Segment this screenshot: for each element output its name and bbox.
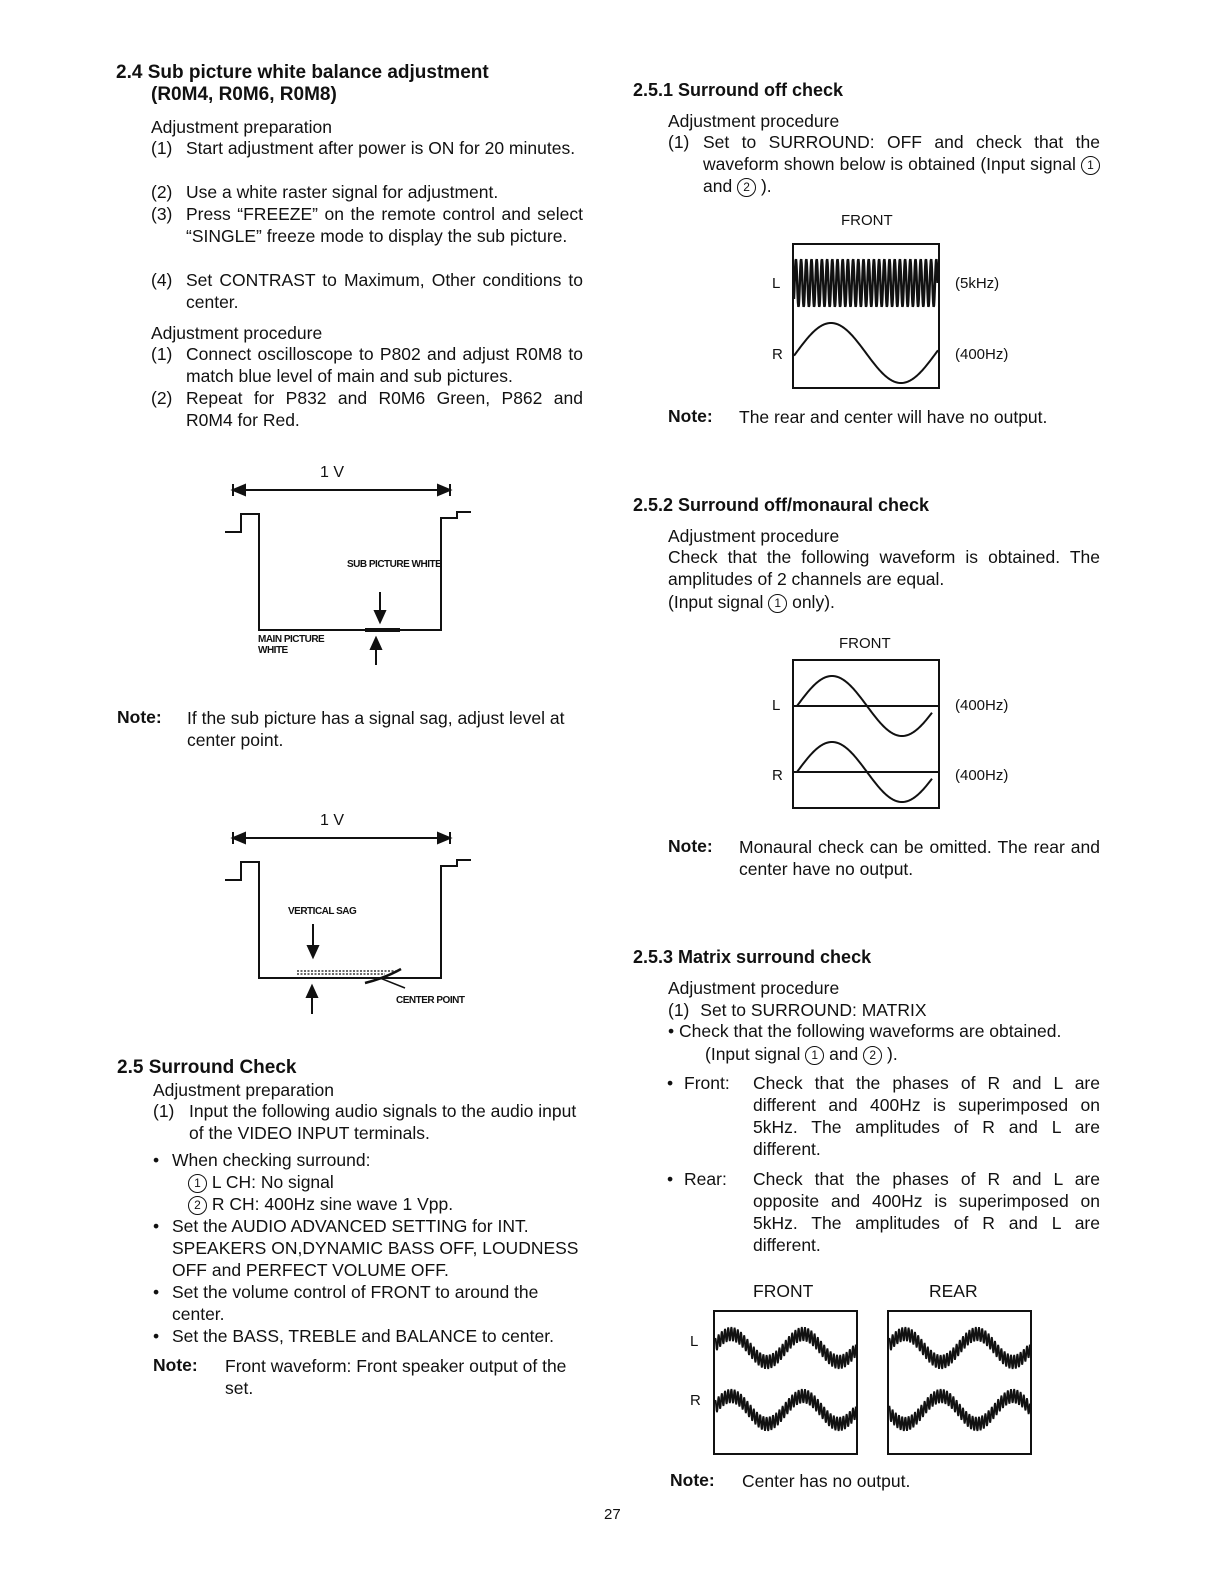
item-text: Press “FREEZE” on the remote control and select “SINGLE” freeze mode to display the sub picture. <box>186 204 583 246</box>
fig-253-front: FRONT <box>753 1281 814 1301</box>
note-text: If the sub picture has a signal sag, adjust level at center point. <box>187 708 565 750</box>
proc-heading: Adjustment procedure <box>668 526 840 546</box>
front-label <box>667 1072 730 1094</box>
circled-number: 1 <box>188 1174 207 1193</box>
list-item <box>151 269 583 313</box>
fig1-main-label: MAIN PICTURE WHITE <box>258 634 325 656</box>
fig1-sub-label: SUB PICTURE WHITE <box>347 559 442 570</box>
fig-251-l: L <box>772 275 781 292</box>
fig2-vsag-label: VERTICAL SAG <box>288 906 357 917</box>
bullet-icon: • <box>153 1216 160 1236</box>
item-number: (1) <box>151 344 173 364</box>
bullet-icon: • <box>668 1021 675 1041</box>
fig-253-rear-oscilloscope <box>887 1310 1032 1455</box>
and-text: and <box>829 1044 859 1064</box>
list-item <box>151 137 583 181</box>
input-before: (Input signal <box>705 1044 801 1064</box>
item-text-after: ). <box>760 176 772 196</box>
item-number: (3) <box>151 204 173 224</box>
fig-252-front: FRONT <box>839 635 891 652</box>
item-text: Connect oscilloscope to P802 and adjust R0M8 to match blue level of main and sub pictures. <box>186 344 583 386</box>
input-before: (Input signal <box>668 592 764 612</box>
fig1-scale-label: 1 V <box>320 464 345 481</box>
bullet-when <box>153 1149 371 1171</box>
bullet-audio <box>153 1215 585 1281</box>
fig-251-front: FRONT <box>841 212 893 229</box>
item-number: (2) <box>151 388 173 408</box>
list-item <box>668 999 927 1021</box>
rear-text: Check that the phases of R and L are opposite and 400Hz is superimposed on 5kHz. The amplitudes of R and L are different. <box>753 1169 1100 1255</box>
item-text: Set CONTRAST to Maximum, Other conditions to center. <box>186 270 583 312</box>
bullet-icon: • <box>153 1326 160 1346</box>
list-item <box>151 203 583 269</box>
bullet-text: When checking surround: <box>172 1150 371 1170</box>
section-2-4-title: 2.4 Sub picture white balance adjustment <box>116 62 489 83</box>
bullet-volume <box>153 1281 585 1325</box>
signal-2 <box>188 1193 453 1215</box>
item-number: (1) <box>151 138 173 158</box>
bullet-bass <box>153 1325 554 1347</box>
fig-251-r: R <box>772 346 783 363</box>
fig-253-front-oscilloscope <box>713 1310 858 1455</box>
list-item <box>151 387 583 431</box>
list-item <box>151 343 583 387</box>
list-item <box>668 131 1100 197</box>
bullet-icon: • <box>153 1282 160 1302</box>
proc-heading: Adjustment procedure <box>668 978 840 998</box>
list-item <box>151 181 583 203</box>
fig-253-r: R <box>690 1392 701 1409</box>
section-2-5-title: 2.5 Surround Check <box>117 1057 297 1078</box>
front-text: Check that the phases of R and L are different and 400Hz is superimposed on 5kHz. The amplitudes of R and L are different. <box>753 1073 1100 1159</box>
section-2-5-2-title: 2.5.2 Surround off/monaural check <box>633 495 930 515</box>
note-label: Note: <box>670 1470 715 1490</box>
signal-1 <box>188 1171 334 1193</box>
input-after: only). <box>792 592 835 612</box>
fig-253-rear: REAR <box>929 1281 978 1301</box>
waveform-l <box>715 1327 856 1369</box>
bullet-text: Set the AUDIO ADVANCED SETTING for INT. SPEAKERS ON,DYNAMIC BASS OFF, LOUDNESS OFF and PERFECT VOLUME OFF. <box>172 1216 579 1280</box>
fig-251-freq-l: (5kHz) <box>955 275 1000 292</box>
note-text: The rear and center will have no output. <box>739 407 1048 427</box>
circled-number: 1 <box>805 1046 824 1065</box>
waveform-l <box>889 1327 1030 1369</box>
waveform-r <box>715 1389 856 1431</box>
prep-heading: Adjustment preparation <box>153 1080 334 1100</box>
item-text: Start adjustment after power is ON for 20 minutes. <box>186 138 576 158</box>
prep-list <box>151 137 583 313</box>
fig-253-l: L <box>690 1333 699 1350</box>
note-label: Note: <box>668 836 713 856</box>
fig-251-freq-r: (400Hz) <box>955 346 1009 363</box>
scope-frame <box>793 660 939 808</box>
page-number: 27 <box>604 1506 621 1523</box>
waveform-5khz <box>794 259 938 307</box>
proc-list <box>151 343 583 431</box>
fig-252-l: L <box>772 697 781 714</box>
front-label-text: Front: <box>684 1073 730 1093</box>
and-text: and <box>703 176 733 196</box>
item-text: Set to SURROUND: MATRIX <box>700 1000 927 1020</box>
bullet-text: Set the volume control of FRONT to around the center. <box>172 1282 539 1324</box>
bullet-text: Set the BASS, TREBLE and BALANCE to center. <box>172 1326 554 1346</box>
fig-252-oscilloscope <box>792 659 940 809</box>
list-item <box>153 1100 585 1144</box>
note-text: Monaural check can be omitted. The rear and center have no output. <box>739 837 1100 879</box>
section-2-5-3-title: 2.5.3 Matrix surround check <box>633 947 872 967</box>
section-2-4-subtitle: (R0M4, R0M6, R0M8) <box>151 84 337 105</box>
fig-252-freq-r: (400Hz) <box>955 767 1009 784</box>
fig2-center-label: CENTER POINT <box>396 995 465 1006</box>
signal-text: R CH: 400Hz sine wave 1 Vpp. <box>211 1194 454 1214</box>
proc-heading: Adjustment procedure <box>668 111 840 131</box>
item-text: Repeat for P832 and R0M6 Green, P862 and R0M4 for Red. <box>186 388 583 430</box>
rear-label-text: Rear: <box>684 1169 727 1189</box>
check-text: Check that the following waveform is obtained. The amplitudes of 2 channels are equal. <box>668 547 1100 589</box>
item-number: (2) <box>151 182 173 202</box>
section-2-5-1-title: 2.5.1 Surround off check <box>633 80 844 100</box>
fig2-scale-label: 1 V <box>320 812 345 829</box>
note-label: Note: <box>153 1355 198 1375</box>
waveform-400hz <box>794 323 938 383</box>
note-text: Front waveform: Front speaker output of the set. <box>225 1356 567 1398</box>
bullet-icon: • <box>667 1073 674 1093</box>
prep-heading: Adjustment preparation <box>151 117 332 137</box>
note-text: Center has no output. <box>742 1471 911 1491</box>
proc-heading: Adjustment procedure <box>151 323 323 343</box>
circled-number: 2 <box>737 178 756 197</box>
item-number: (1) <box>668 1000 690 1020</box>
bullet-icon: • <box>667 1169 674 1189</box>
signal-text: L CH: No signal <box>211 1172 334 1192</box>
bullet-icon: • <box>153 1150 160 1170</box>
note-label: Note: <box>668 406 713 426</box>
fig2-waveform <box>225 828 485 1018</box>
fig-251-oscilloscope <box>792 243 940 389</box>
item-text <box>703 131 1100 197</box>
bullet-text: Check that the following waveforms are obtained. <box>679 1021 1062 1041</box>
circled-number: 2 <box>188 1196 207 1215</box>
item-text: Input the following audio signals to the audio input of the VIDEO INPUT terminals. <box>189 1101 577 1143</box>
input-after: ). <box>887 1044 898 1064</box>
circled-number: 1 <box>768 594 787 613</box>
item-text-before: Set to SURROUND: OFF and check that the waveform shown below is obtained (Input signal <box>703 132 1100 174</box>
input-signal-text <box>668 591 835 613</box>
item-text: Use a white raster signal for adjustment. <box>186 182 499 202</box>
item-number: (1) <box>668 132 690 152</box>
input-signal-text <box>705 1043 898 1065</box>
rear-label <box>667 1168 727 1190</box>
fig-252-freq-l: (400Hz) <box>955 697 1009 714</box>
note-label: Note: <box>117 707 162 727</box>
item-number: (1) <box>153 1101 175 1121</box>
fig-252-r: R <box>772 767 783 784</box>
waveform-r <box>889 1389 1030 1431</box>
circled-number: 1 <box>1081 156 1100 175</box>
circled-number: 2 <box>863 1046 882 1065</box>
bullet-check <box>668 1020 1061 1042</box>
item-number: (4) <box>151 270 173 290</box>
